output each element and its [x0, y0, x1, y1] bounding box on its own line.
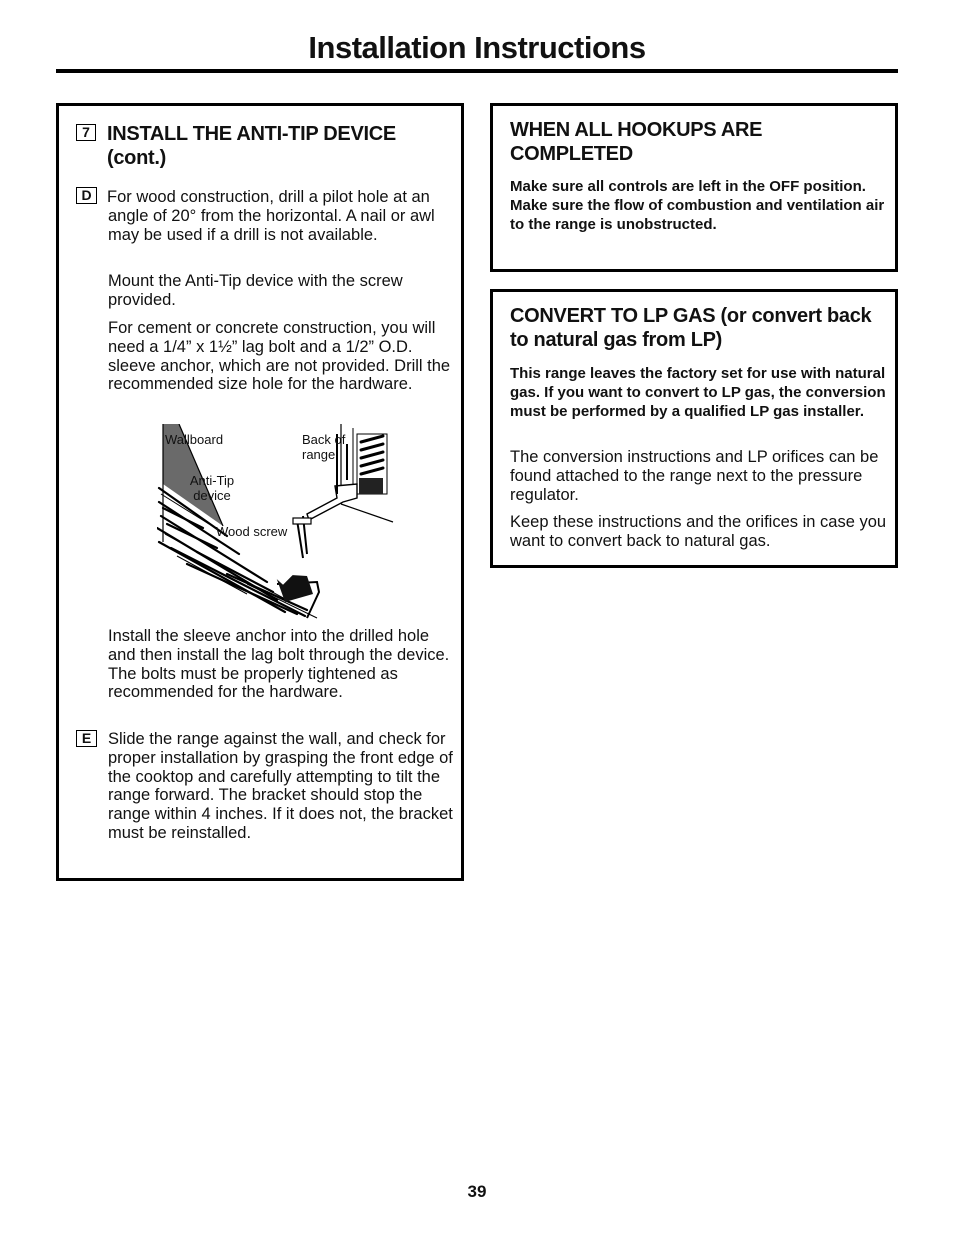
- step-d-paragraph-4: Install the sleeve anchor into the drilled hole and then install the lag bolt through the device. The bolts must be properly tightened as recommended for the hardware.: [108, 627, 450, 702]
- step-d-paragraph-3: For cement or concrete construction, you will need a 1/4” x 1½” lag bolt and a 1/2” O.D. sleeve anchor, which are not provided. Drill the recommended size hole for the hardware.: [108, 319, 451, 394]
- step-d-paragraph-2: Mount the Anti-Tip device with the screw provided.: [108, 272, 403, 309]
- wood-screw-label: Wood screw: [216, 524, 288, 539]
- lp-gas-section: [490, 289, 898, 568]
- page-number: 39: [467, 1182, 487, 1201]
- step-number-badge: 7: [76, 124, 96, 141]
- lp-gas-bold-intro: This range leaves the factory set for use with natural gas. If you want to convert to LP gas, the conversion must be performed by a qualified LP gas installer.: [510, 365, 886, 420]
- step-d-badge: D: [76, 187, 97, 204]
- lp-gas-paragraph-2: Keep these instructions and the orifices in case you want to convert back to natural gas.: [510, 513, 887, 550]
- lp-gas-heading: CONVERT TO LP GAS (or convert back to natural gas from LP): [510, 305, 872, 351]
- anti-tip-section: [56, 103, 464, 881]
- step-e-badge: E: [76, 730, 97, 747]
- title-rule: [56, 69, 898, 73]
- step-e-paragraph: Slide the range against the wall, and check for proper installation by grasping the front edge of the cooktop and carefully attempting to tilt the range forward. The bracket should stop the range within 4 inches. If it does not, the bracket must be reinstalled.: [108, 730, 453, 842]
- hookups-body: Make sure all controls are left in the OFF position. Make sure the flow of combustion and ventilation air to the range is unobstructed.: [510, 178, 885, 233]
- anti-tip-heading: INSTALL THE ANTI-TIP DEVICE (cont.): [107, 123, 396, 169]
- hookups-heading: WHEN ALL HOOKUPS ARE COMPLETED: [510, 119, 763, 165]
- hookups-section: [490, 103, 898, 272]
- anti-tip-illustration: [157, 424, 397, 619]
- lp-gas-paragraph-1: The conversion instructions and LP orifices can be found attached to the range next to the pressure regulator.: [510, 448, 879, 504]
- wallboard-label: Wallboard: [165, 432, 224, 447]
- page-title: Installation Instructions: [308, 30, 646, 65]
- anti-tip-device-label: Anti-Tip device: [189, 473, 235, 503]
- step-d-paragraph-1: For wood construction, drill a pilot hole at an angle of 20° from the horizontal. A nail or awl may be used if a drill is not available.: [107, 188, 435, 244]
- back-of-range-label: Back of range: [302, 432, 346, 462]
